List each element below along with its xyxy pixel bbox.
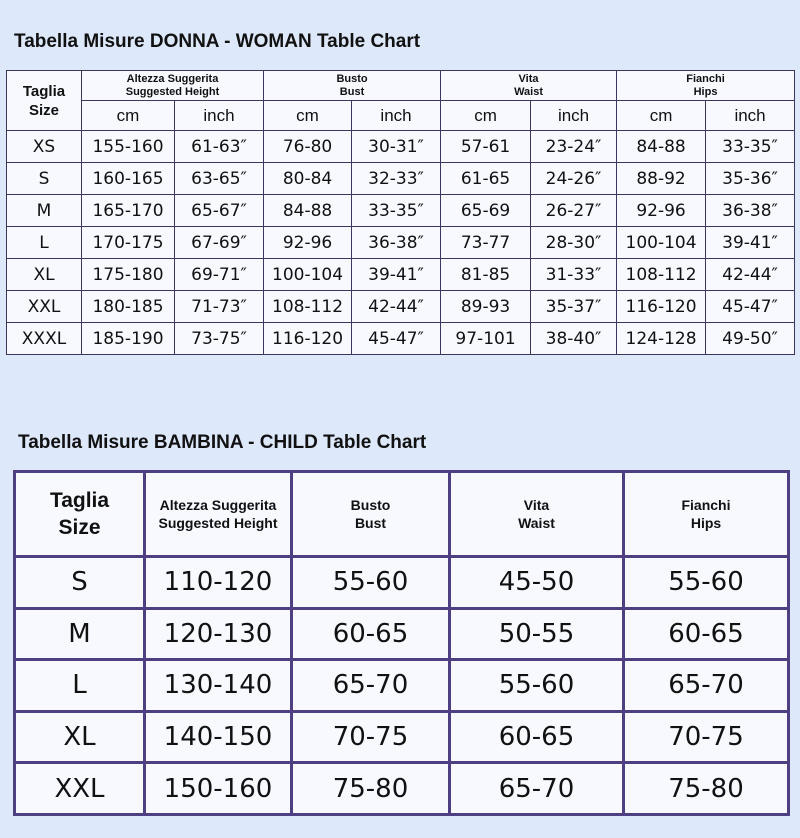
measurement-cell: 32-33″	[352, 163, 441, 195]
measurement-cell: 70-75	[292, 711, 450, 763]
unit-header: inch	[352, 101, 441, 131]
measurement-cell: 92-96	[617, 195, 706, 227]
size-column-header	[15, 472, 145, 557]
table-row	[7, 259, 795, 291]
size-label: L	[7, 227, 82, 259]
table-row	[7, 227, 795, 259]
measurement-cell: 49-50″	[706, 323, 795, 355]
group-label-it: Vita	[523, 497, 550, 513]
measurement-cell: 97-101	[441, 323, 531, 355]
size-label: S	[7, 163, 82, 195]
measurement-cell: 65-70	[450, 763, 624, 815]
group-label-it: Busto	[336, 72, 368, 85]
table-row	[15, 557, 789, 609]
table-row	[15, 711, 789, 763]
group-label-en: Hips	[690, 515, 722, 531]
measurement-cell: 150-160	[145, 763, 292, 815]
measurement-cell: 35-36″	[706, 163, 795, 195]
unit-header: cm	[82, 101, 175, 131]
measurement-cell: 124-128	[617, 323, 706, 355]
measurement-cell: 180-185	[82, 291, 175, 323]
hips-group-header	[624, 472, 789, 557]
measurement-cell: 26-27″	[531, 195, 617, 227]
group-label-it: Fianchi	[686, 72, 725, 85]
measurement-cell: 55-60	[624, 557, 789, 609]
size-label: XXL	[7, 291, 82, 323]
table-row	[7, 131, 795, 163]
size-label: XXL	[15, 763, 145, 815]
size-label: M	[7, 195, 82, 227]
size-label: XS	[7, 131, 82, 163]
measurement-cell: 60-65	[292, 608, 450, 660]
height-group-header	[82, 71, 264, 101]
measurement-cell: 65-70	[624, 660, 789, 712]
measurement-cell: 185-190	[82, 323, 175, 355]
size-label: XL	[7, 259, 82, 291]
measurement-cell: 65-69	[441, 195, 531, 227]
table-row	[15, 660, 789, 712]
group-label-it: Busto	[350, 497, 391, 513]
size-label: XXXL	[7, 323, 82, 355]
hips-group-header	[617, 71, 795, 101]
measurement-cell: 67-69″	[175, 227, 264, 259]
measurement-cell: 39-41″	[706, 227, 795, 259]
unit-header: cm	[441, 101, 531, 131]
child-table-title: Tabella Misure BAMBINA - CHILD Table Chart	[18, 432, 427, 453]
measurement-cell: 36-38″	[352, 227, 441, 259]
measurement-cell: 81-85	[441, 259, 531, 291]
measurement-cell: 71-73″	[175, 291, 264, 323]
measurement-cell: 76-80	[264, 131, 352, 163]
measurement-cell: 24-26″	[531, 163, 617, 195]
measurement-cell: 80-84	[264, 163, 352, 195]
group-label-it: Altezza Suggerita	[159, 497, 277, 513]
measurement-cell: 63-65″	[175, 163, 264, 195]
measurement-cell: 155-160	[82, 131, 175, 163]
units-row	[7, 101, 795, 131]
measurement-cell: 130-140	[145, 660, 292, 712]
measurement-cell: 38-40″	[531, 323, 617, 355]
group-label-en: Bust	[354, 515, 387, 531]
measurement-cell: 120-130	[145, 608, 292, 660]
measurement-cell: 33-35″	[352, 195, 441, 227]
group-label-it: Fianchi	[681, 497, 731, 513]
group-label-en: Hips	[693, 85, 718, 98]
unit-header: cm	[264, 101, 352, 131]
measurement-cell: 61-65	[441, 163, 531, 195]
size-label: XL	[15, 711, 145, 763]
measurement-cell: 84-88	[264, 195, 352, 227]
measurement-cell: 28-30″	[531, 227, 617, 259]
measurement-cell: 55-60	[292, 557, 450, 609]
measurement-cell: 45-47″	[706, 291, 795, 323]
unit-header: inch	[175, 101, 264, 131]
measurement-cell: 165-170	[82, 195, 175, 227]
measurement-cell: 45-47″	[352, 323, 441, 355]
measurement-cell: 65-70	[292, 660, 450, 712]
bust-group-header	[292, 472, 450, 557]
measurement-cell: 160-165	[82, 163, 175, 195]
measurement-cell: 73-77	[441, 227, 531, 259]
group-label-en: Waist	[514, 85, 543, 98]
table-row	[15, 763, 789, 815]
height-group-header	[145, 472, 292, 557]
woman-size-table	[6, 70, 795, 355]
size-label: L	[15, 660, 145, 712]
bust-group-header	[264, 71, 441, 101]
measurement-cell: 108-112	[264, 291, 352, 323]
child-size-table	[13, 470, 790, 816]
table-row	[7, 195, 795, 227]
size-header-en: Size	[58, 516, 101, 539]
table-row	[7, 291, 795, 323]
measurement-cell: 70-75	[624, 711, 789, 763]
measurement-cell: 89-93	[441, 291, 531, 323]
measurement-cell: 60-65	[624, 608, 789, 660]
measurement-cell: 116-120	[264, 323, 352, 355]
measurement-cell: 35-37″	[531, 291, 617, 323]
size-label: M	[15, 608, 145, 660]
measurement-cell: 42-44″	[706, 259, 795, 291]
waist-group-header	[441, 71, 617, 101]
measurement-cell: 61-63″	[175, 131, 264, 163]
measurement-cell: 42-44″	[352, 291, 441, 323]
measurement-cell: 60-65	[450, 711, 624, 763]
measurement-cell: 31-33″	[531, 259, 617, 291]
group-label-it: Altezza Suggerita	[126, 72, 219, 85]
measurement-cell: 23-24″	[531, 131, 617, 163]
measurement-cell: 84-88	[617, 131, 706, 163]
group-label-en: Bust	[339, 85, 365, 98]
size-column-header	[7, 71, 82, 131]
group-label-en: Suggested Height	[125, 85, 220, 98]
unit-header: inch	[706, 101, 795, 131]
measurement-cell: 65-67″	[175, 195, 264, 227]
woman-table-title: Tabella Misure DONNA - WOMAN Table Chart	[14, 31, 421, 52]
measurement-cell: 110-120	[145, 557, 292, 609]
group-label-en: Suggested Height	[158, 515, 278, 531]
measurement-cell: 100-104	[264, 259, 352, 291]
measurement-cell: 116-120	[617, 291, 706, 323]
measurement-cell: 50-55	[450, 608, 624, 660]
measurement-cell: 108-112	[617, 259, 706, 291]
measurement-cell: 175-180	[82, 259, 175, 291]
table-row	[15, 608, 789, 660]
measurement-cell: 55-60	[450, 660, 624, 712]
group-label-en: Waist	[518, 515, 555, 531]
table-row	[7, 323, 795, 355]
measurement-cell: 30-31″	[352, 131, 441, 163]
size-header-it: Taglia	[49, 489, 110, 512]
measurement-cell: 45-50	[450, 557, 624, 609]
waist-group-header	[450, 472, 624, 557]
measurement-cell: 75-80	[292, 763, 450, 815]
measurement-cell: 92-96	[264, 227, 352, 259]
measurement-cell: 88-92	[617, 163, 706, 195]
size-header-en: Size	[28, 101, 59, 119]
table-row	[7, 163, 795, 195]
size-label: S	[15, 557, 145, 609]
size-header-it: Taglia	[22, 82, 66, 100]
measurement-cell: 100-104	[617, 227, 706, 259]
measurement-cell: 57-61	[441, 131, 531, 163]
measurement-cell: 170-175	[82, 227, 175, 259]
measurement-cell: 36-38″	[706, 195, 795, 227]
measurement-cell: 69-71″	[175, 259, 264, 291]
unit-header: inch	[531, 101, 617, 131]
group-label-it: Vita	[518, 72, 539, 85]
measurement-cell: 33-35″	[706, 131, 795, 163]
measurement-cell: 73-75″	[175, 323, 264, 355]
measurement-cell: 140-150	[145, 711, 292, 763]
unit-header: cm	[617, 101, 706, 131]
measurement-cell: 75-80	[624, 763, 789, 815]
measurement-cell: 39-41″	[352, 259, 441, 291]
